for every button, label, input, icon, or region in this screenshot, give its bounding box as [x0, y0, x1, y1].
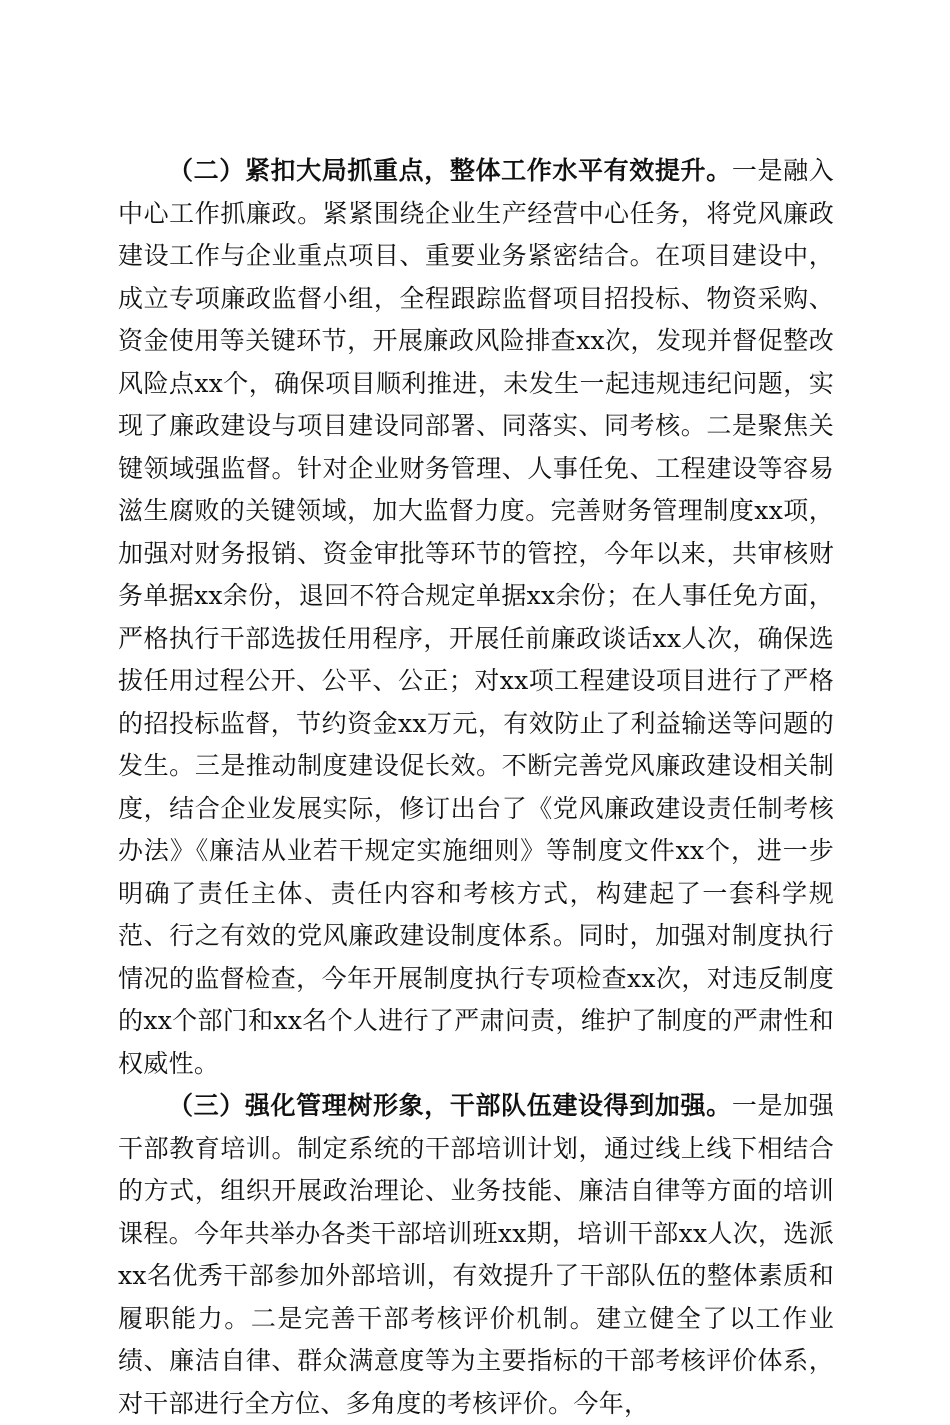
section-heading-3: （三）强化管理树形象，干部队伍建设得到加强。 [168, 1091, 732, 1120]
document-page [118, 150, 834, 1425]
paragraph-body-2: 一是融入中心工作抓廉政。紧紧围绕企业生产经营中心任务，将党风廉政建设工作与企业重点项目、重要业务紧密结合。在项目建设中，成立专项廉政监督小组，全程跟踪监督项目招投标、物资采购、资金使用等关键环节，开展廉政风险排查xx次，发现并督促整改风险点xx个，确保项目顺利推进，未发生一起违规违纪问题，实现了廉政建设与项目建设同部署、同落实、同考核。二是聚焦关键领域强监督。针对企业财务管理、人事任免、工程建设等容易滋生腐败的关键领域，加大监督力度。完善财务管理制度xx项，加强对财务报销、资金审批等环节的管控，今年以来，共审核财务单据xx余份，退回不符合规定单据xx余份；在人事任免方面，严格执行干部选拔任用程序，开展任前廉政谈话xx人次，确保选拔任用过程公开、公平、公正；对xx项工程建设项目进行了严格的招投标监督，节约资金xx万元，有效防止了利益输送等问题的发生。三是推动制度建设促长效。不断完善党风廉政建设相关制度，结合企业发展实际，修订出台了《党风廉政建设责任制考核办法》《廉洁从业若干规定实施细则》等制度文件xx个，进一步明确了责任主体、责任内容和考核方式，构建起了一套科学规范、行之有效的党风廉政建设制度体系。同时，加强对制度执行情况的监督检查，今年开展制度执行专项检查xx次，对违反制度的xx个部门和xx名个人进行了严肃问责，维护了制度的严肃性和权威性。 [118, 156, 834, 1078]
paragraph-2 [118, 150, 834, 1085]
paragraph-3 [118, 1085, 834, 1425]
paragraph-body-3: 一是加强干部教育培训。制定系统的干部培训计划，通过线上线下相结合的方式，组织开展政治理论、业务技能、廉洁自律等方面的培训课程。今年共举办各类干部培训班xx期，培训干部xx人次，选派xx名优秀干部参加外部培训，有效提升了干部队伍的整体素质和履职能力。二是完善干部考核评价机制。建立健全了以工作业绩、廉洁自律、群众满意度等为主要指标的干部考核评价体系，对干部进行全方位、多角度的考核评价。今年， [118, 1091, 834, 1418]
section-heading-2: （二）紧扣大局抓重点，整体工作水平有效提升。 [168, 156, 732, 185]
